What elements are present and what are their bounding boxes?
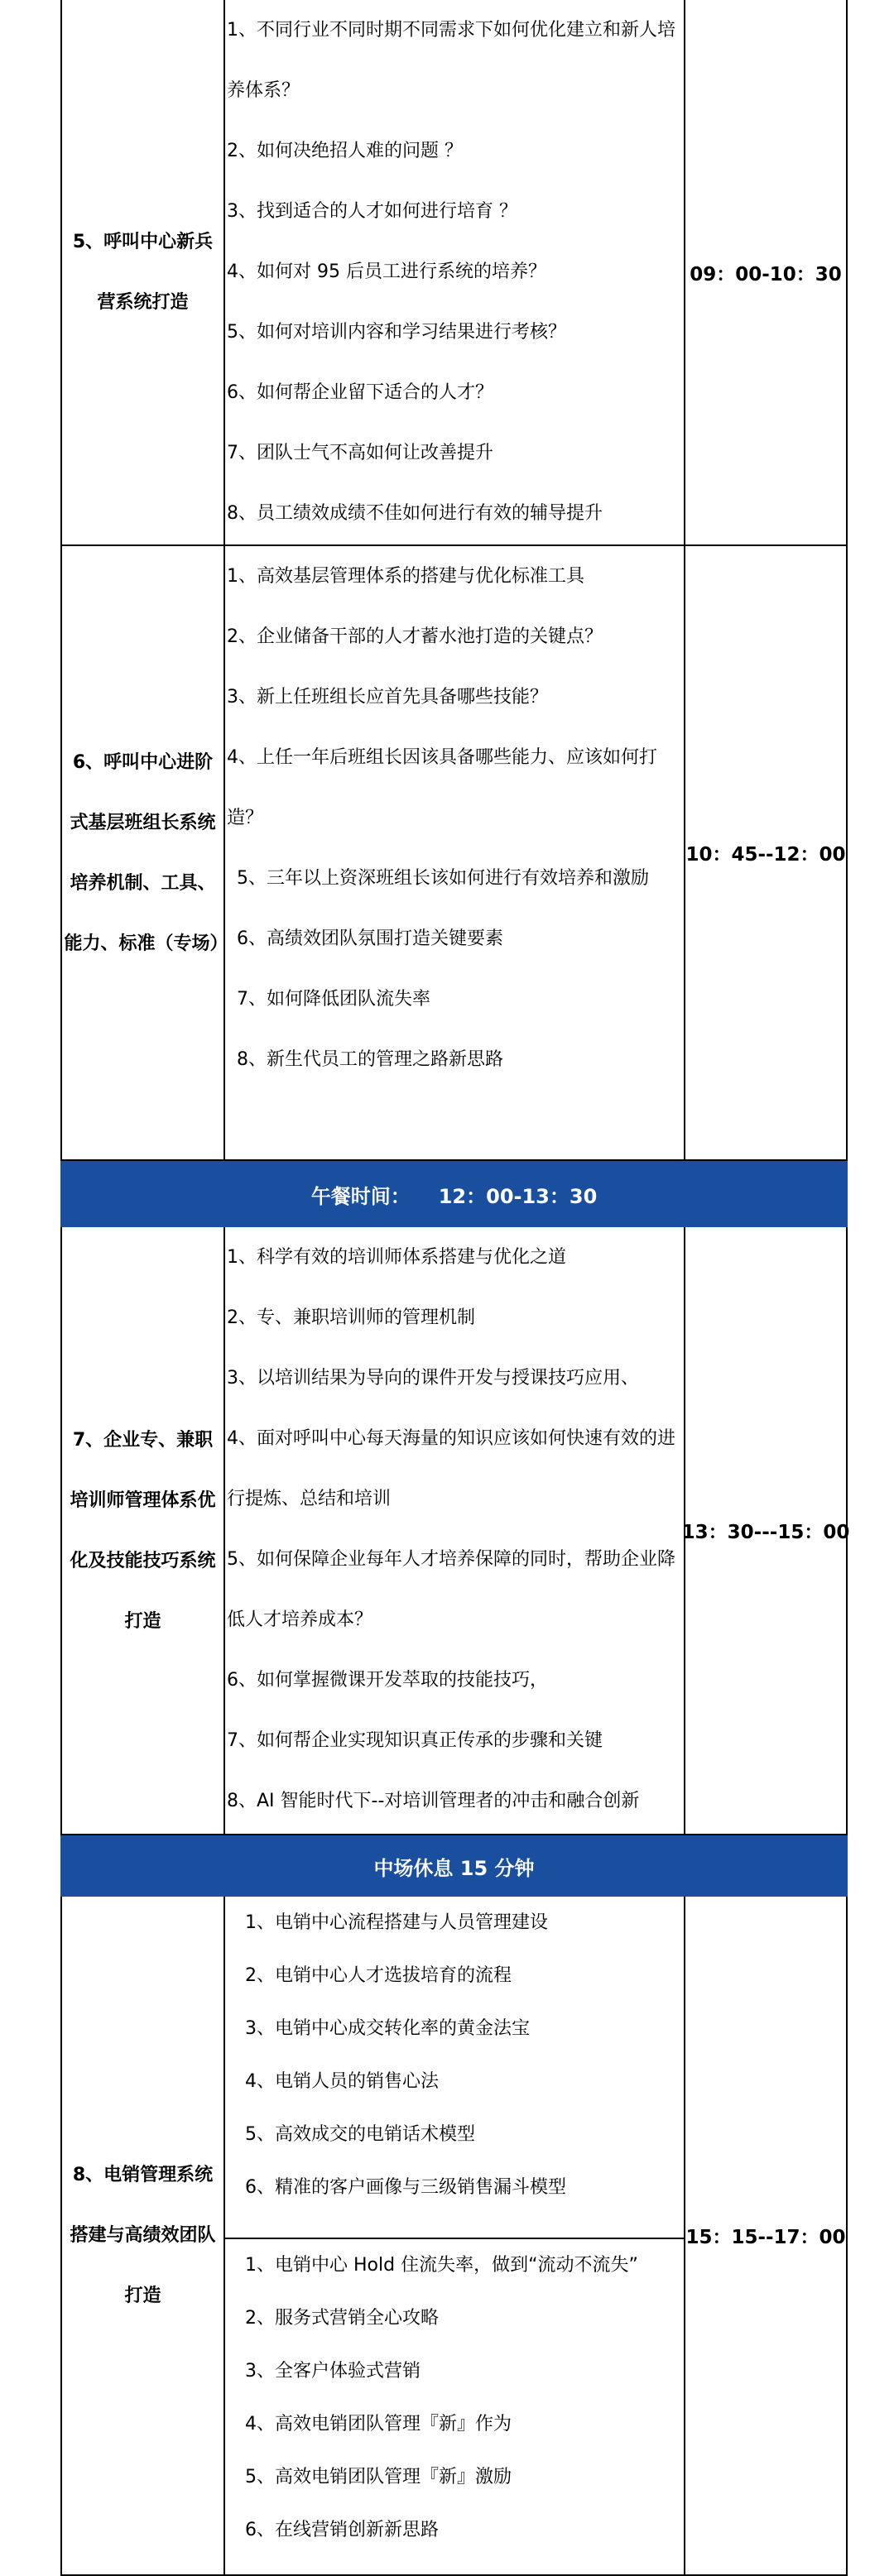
session-title: 8、电销管理系统搭建与高绩效团队打造: [70, 2165, 216, 2306]
topic-item: 4、上任一年后班组长因该具备哪些能力、应该如何打造？: [227, 747, 657, 828]
topic-item: 8、AI 智能时代下--对培训管理者的冲击和融合创新: [227, 1791, 640, 1811]
topic-item: 6、精准的客户画像与三级销售漏斗模型: [245, 2177, 566, 2198]
topic-item: 7、团队士气不高如何让改善提升: [227, 443, 493, 463]
session-title-cell: [62, 1227, 225, 1834]
topic-list: [225, 546, 684, 1090]
mid-break-banner: [60, 1835, 848, 1897]
session-title: 6、呼叫中心进阶式基层班组长系统培养机制、工具、能力、标准（专场）: [64, 751, 228, 954]
topic-item: 8、新生代员工的管理之路新思路: [237, 1049, 503, 1070]
session-time: 10：45--12：00: [685, 844, 846, 866]
topic-list: [225, 1227, 684, 1831]
session-time-cell: [681, 1227, 850, 1834]
session-title: 5、呼叫中心新兵营系统打造: [72, 232, 214, 313]
topic-list-part-b: [225, 2239, 638, 2557]
session-title-cell: [62, 546, 228, 1159]
session-time-cell: [685, 0, 846, 544]
topic-item: 3、以培训结果为导向的课件开发与授课技巧应用、: [227, 1368, 639, 1389]
agenda-row-8: [60, 1897, 848, 2576]
session-topics-cell: [225, 0, 685, 544]
topic-item: 3、找到适合的人才如何进行培育 ？: [227, 201, 517, 222]
topic-item: 6、如何帮企业留下适合的人才？: [227, 382, 493, 403]
topic-item: 6、如何掌握微课开发萃取的技能技巧，: [227, 1670, 548, 1691]
topic-item: 6、在线营销创新新思路: [245, 2520, 439, 2540]
session-title: 7、企业专、兼职培训师管理体系优化及技能技巧系统打造: [70, 1429, 216, 1632]
session-time: 15：15--17：00: [685, 2227, 846, 2248]
session-time: 09：00-10：30: [690, 263, 842, 285]
lunch-time: 12：00-13：30: [438, 1184, 598, 1208]
agenda-row-7: [60, 1227, 848, 1835]
topic-item: 2、专、兼职培训师的管理机制: [227, 1307, 475, 1328]
mid-break-label: 中场休息 15 分钟: [373, 1856, 535, 1880]
topic-item: 5、如何保障企业每年人才培养保障的同时，帮助企业降低人才培养成本？: [227, 1549, 675, 1630]
topic-item: 3、新上任班组长应首先具备哪些技能？: [227, 687, 548, 708]
topic-item: 5、高效成交的电销话术模型: [245, 2124, 475, 2145]
topic-item: 2、企业储备干部的人才蓄水池打造的关键点？: [227, 626, 603, 647]
topic-item: 1、高效基层管理体系的搭建与优化标准工具: [227, 566, 584, 587]
topic-list: [225, 0, 684, 544]
topic-item: 7、如何降低团队流失率: [237, 989, 430, 1010]
topic-item: 4、高效电销团队管理『新』作为: [245, 2414, 512, 2434]
topic-item: 3、全客户体验式营销: [245, 2361, 421, 2382]
topic-list-part-a: [225, 1897, 684, 2214]
topic-item: 2、如何决绝招人难的问题 ？: [227, 141, 463, 161]
session-topics-cell: [225, 546, 685, 1159]
topic-item: 5、高效电销团队管理『新』激励: [245, 2467, 512, 2487]
lunch-label: 午餐时间：: [310, 1184, 411, 1208]
lunch-break-banner: [60, 1161, 848, 1227]
agenda-row-5: [60, 0, 848, 546]
agenda-row-6: [60, 546, 848, 1161]
topic-item: 4、面对呼叫中心每天海量的知识应该如何快速有效的进行提炼、总结和培训: [227, 1428, 675, 1509]
topic-item: 7、如何帮企业实现知识真正传承的步骤和关键: [227, 1730, 603, 1751]
topic-item: 5、三年以上资深班组长该如何进行有效培养和激励: [237, 868, 649, 889]
topic-item: 1、科学有效的培训师体系搭建与优化之道: [227, 1247, 566, 1268]
topic-item: 1、电销中心 Hold 住流失率，做到“流动不流失”: [245, 2255, 638, 2276]
session-time: 13：30---15：00: [681, 1522, 850, 1543]
session-time-cell: [685, 1897, 846, 2574]
topic-item: 4、电销人员的销售心法: [245, 2071, 439, 2092]
session-title-cell: [62, 0, 225, 544]
topic-item: 5、如何对培训内容和学习结果进行考核？: [227, 322, 566, 343]
topic-item: 3、电销中心成交转化率的黄金法宝: [245, 2018, 530, 2039]
topic-item: 2、服务式营销全心攻略: [245, 2308, 439, 2329]
session-time-cell: [685, 546, 846, 1159]
topic-item: 2、电销中心人才选拔培育的流程: [245, 1965, 512, 1986]
session-title-cell: [62, 1897, 225, 2574]
session-topics-cell: [225, 1227, 685, 1834]
topic-item: 6、高绩效团队氛围打造关键要素: [237, 928, 503, 949]
topic-item: 8、员工绩效成绩不佳如何进行有效的辅导提升: [227, 503, 603, 524]
session-topics-cell: [225, 1897, 685, 2574]
agenda-table: [60, 0, 848, 2576]
topic-item: 1、不同行业不同时期不同需求下如何优化建立和新人培养体系？: [227, 20, 675, 101]
topic-item: 4、如何对 95 后员工进行系统的培养？: [227, 261, 546, 282]
topic-item: 1、电销中心流程搭建与人员管理建设: [245, 1912, 548, 1933]
